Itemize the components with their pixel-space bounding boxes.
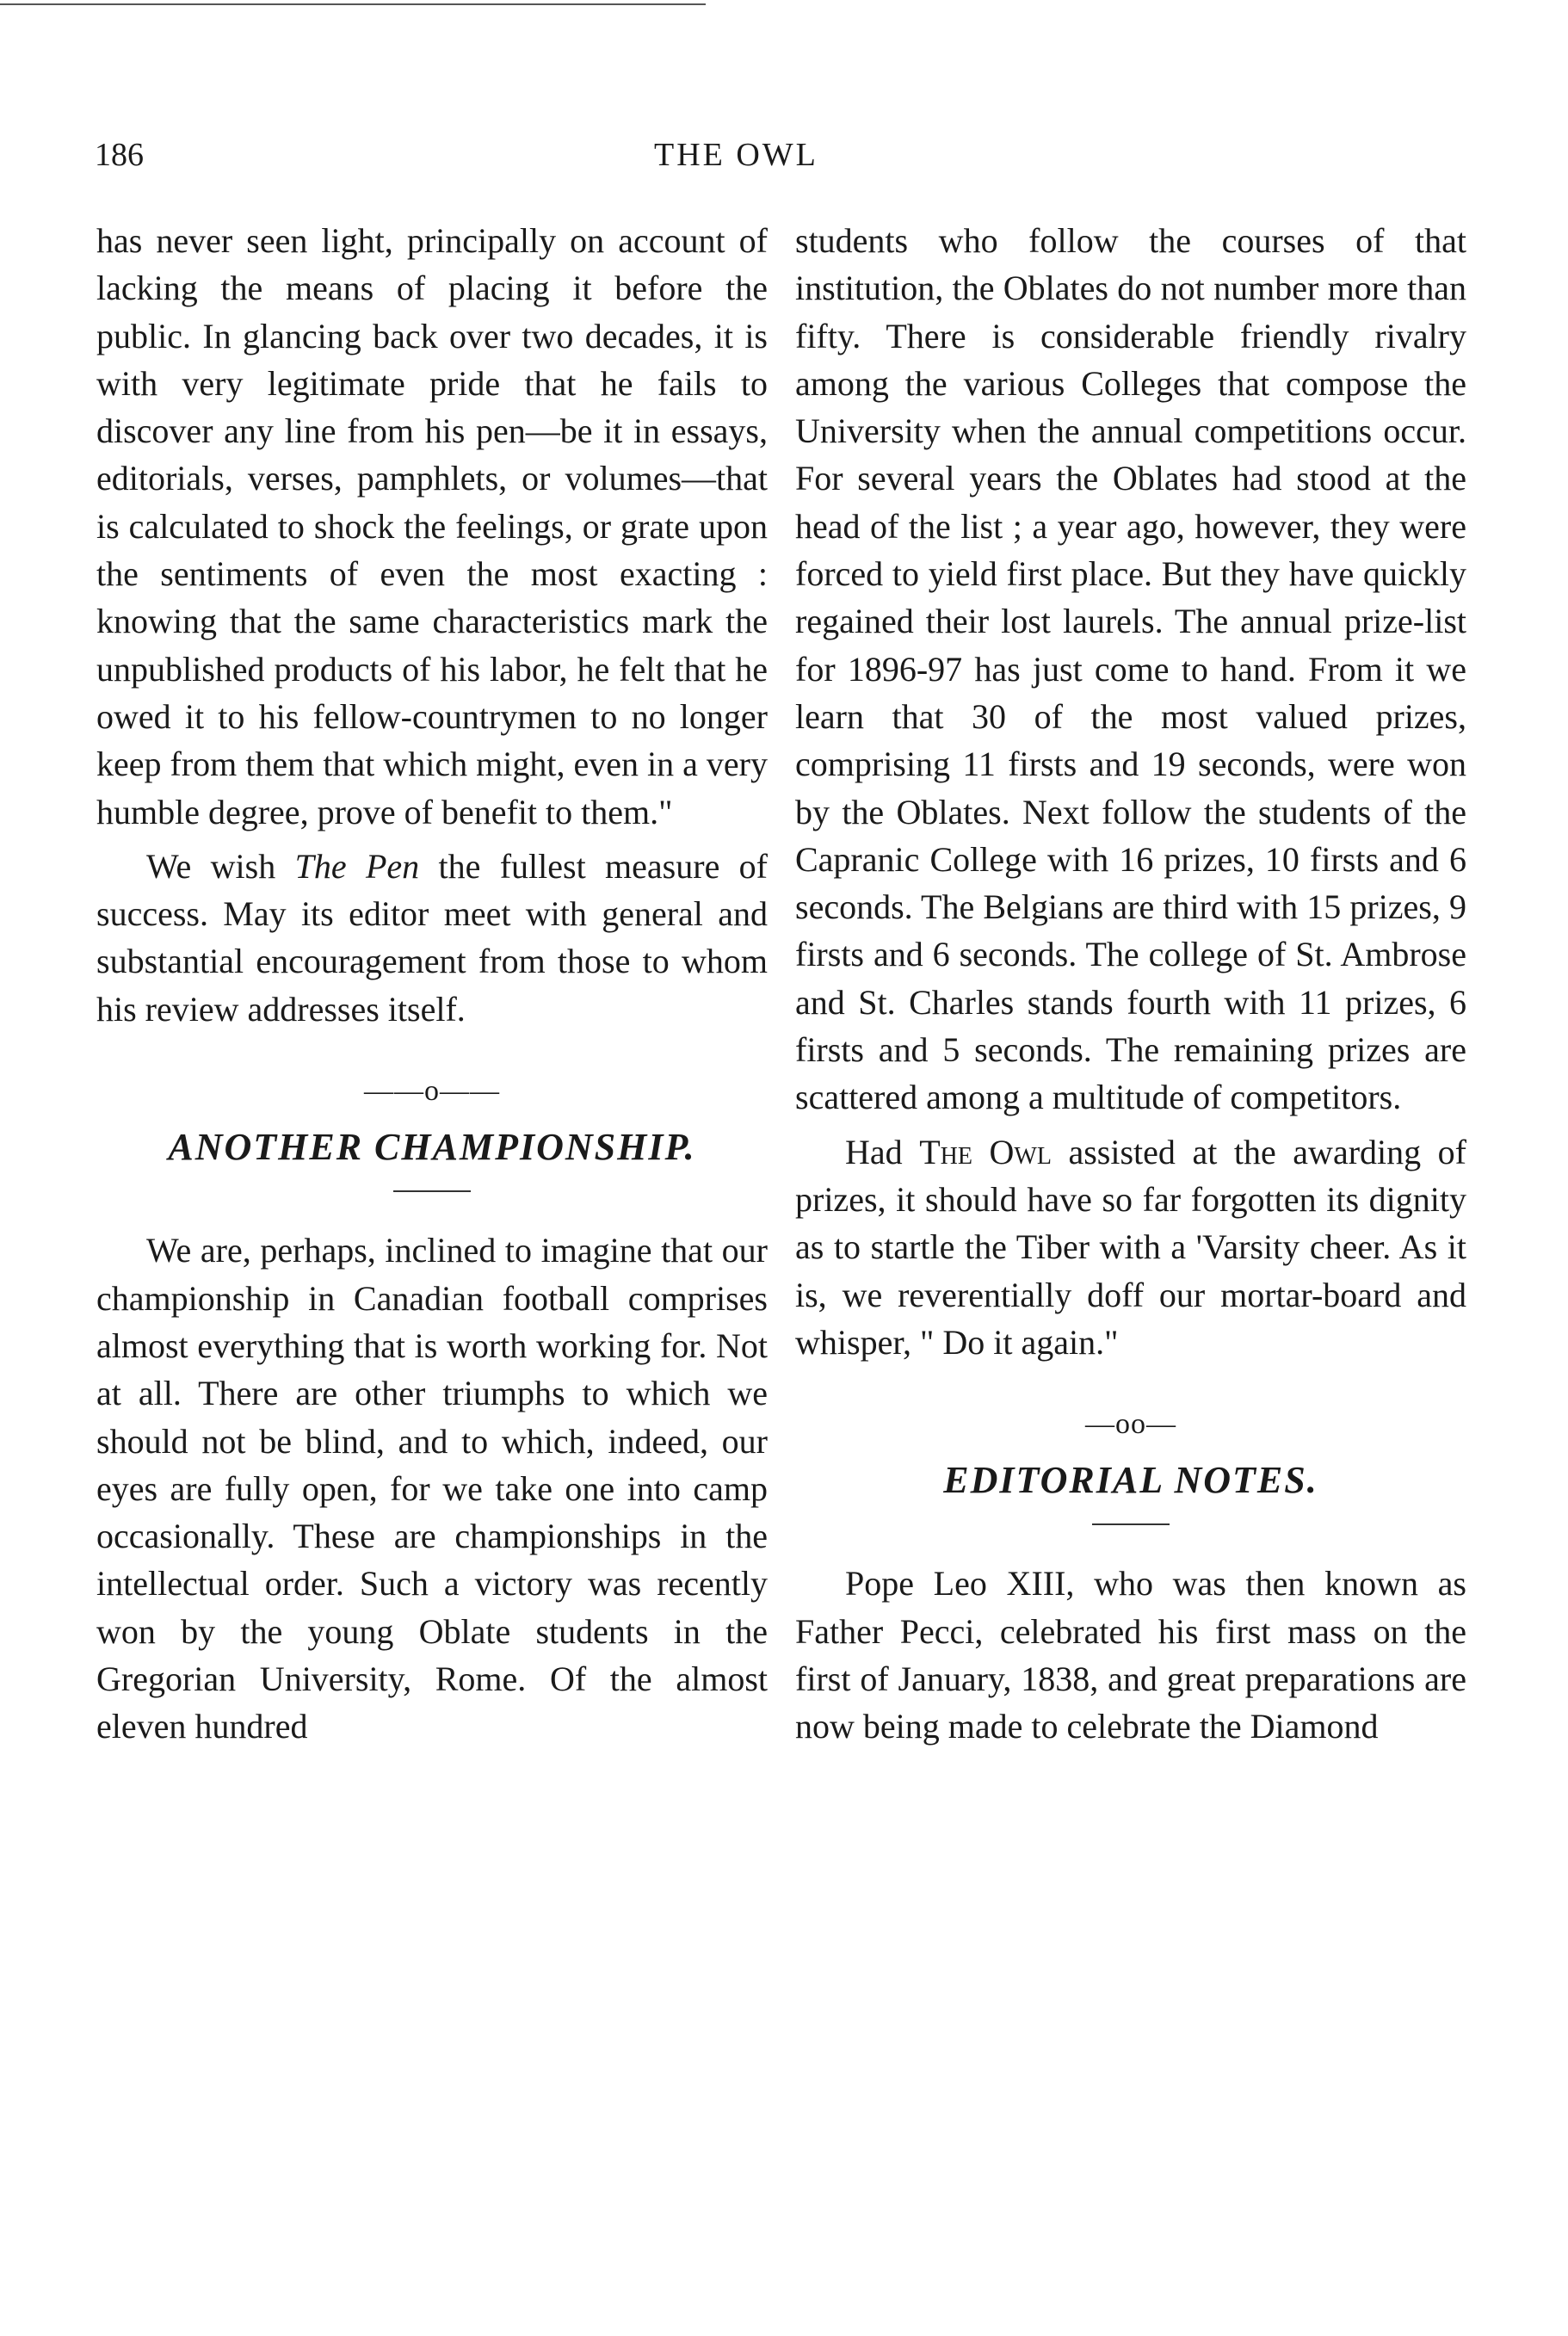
right-paragraph-1: students who follow the courses of that institution, the Oblates do not number more than fifty. There is considerable friendly rivalry among the various Colleges that compose the University when the annual competitions occur. For several years the Oblates had stood at the head of the list ; a year ago, however, they were forced to yield first place. But they have quickly regained their lost laurels. The annual prize-list for 1896-97 has just come to hand. From it we learn that 30 of the most valued prizes, comprising 11 firsts and 19 seconds, were won by the Oblates. Next follow the students of the Capranic College with 16 prizes, 10 firsts and 6 seconds. The Belgians are third with 15 prizes, 9 firsts and 6 seconds. The college of St. Ambrose and St. Charles stands fourth with 11 prizes, 6 firsts and 5 seconds. The remaining prizes are scattered among a multitude of competitors. xyxy=(795,221,1466,1117)
right-paragraph-3: Pope Leo XIII, who was then known as Father Pecci, celebrated his first mass on the first of January, 1838, and great preparations are now being made to celebrate the Diamond xyxy=(795,1564,1466,1746)
pen-title: The Pen xyxy=(294,846,420,886)
page-number: 186 xyxy=(95,137,144,173)
section-ornament: ——o—— xyxy=(364,1075,500,1108)
right-paragraph-2-end: assisted at the awarding of prizes, it should have so far forgotten its dignity as to startle the Tiber with a 'Varsity cheer. As it is, we reverentially doff our mortar-board and whisper, " Do it again." xyxy=(795,1132,1466,1362)
left-paragraph-2-end: the fullest measure of success. May its editor meet with general and substantial encouragement from those to whom his review addresses itself. xyxy=(96,846,768,1029)
section-heading-editorial-notes: EDITORIAL NOTES. xyxy=(943,1459,1318,1502)
heading-rule xyxy=(393,1190,471,1192)
left-column xyxy=(96,217,768,1751)
left-paragraph-3: We are, perhaps, inclined to imagine that our championship in Canadian football comprises almost everything that is worth working for. Not at all. There are other triumphs to which we should not be blind, and to which, indeed, our eyes are fully open, for we take one into camp occasionally. These are championships in the intellectual order. Such a victory was recently won by the young Oblate students in the Gregorian University, Rome. Of the almost eleven hundred xyxy=(96,1231,768,1746)
section-heading-championship: ANOTHER CHAMPIONSHIP. xyxy=(168,1126,696,1169)
left-paragraph-1: has never seen light, principally on account of lacking the means of placing it before the public. In glancing back over two decades, it is with very legitimate pride that he fails to discover any line from his pen—be it in essays, editorials, verses, pamphlets, or volumes—that is calculated to shock the feelings, or grate upon the sentiments of even the most exacting : knowing that the same characteristics mark the unpublished products of his labor, he felt that he owed it to his fellow-countrymen to no longer keep from them that which might, even in a very humble degree, prove of benefit to them." xyxy=(96,221,768,831)
left-paragraph-2-start: We wish xyxy=(146,846,295,886)
page-header xyxy=(95,136,1472,188)
right-paragraph-2-start: Had xyxy=(845,1132,920,1171)
running-head: THE OWL xyxy=(654,137,818,173)
right-paragraph-2 xyxy=(795,1128,1466,1366)
top-border-rule xyxy=(0,3,706,5)
section-ornament-2: —oo— xyxy=(1085,1408,1176,1441)
heading-rule-2 xyxy=(1092,1523,1170,1525)
left-paragraph-2 xyxy=(96,843,768,1033)
right-column xyxy=(795,217,1466,1751)
owl-name: The Owl xyxy=(919,1132,1052,1171)
